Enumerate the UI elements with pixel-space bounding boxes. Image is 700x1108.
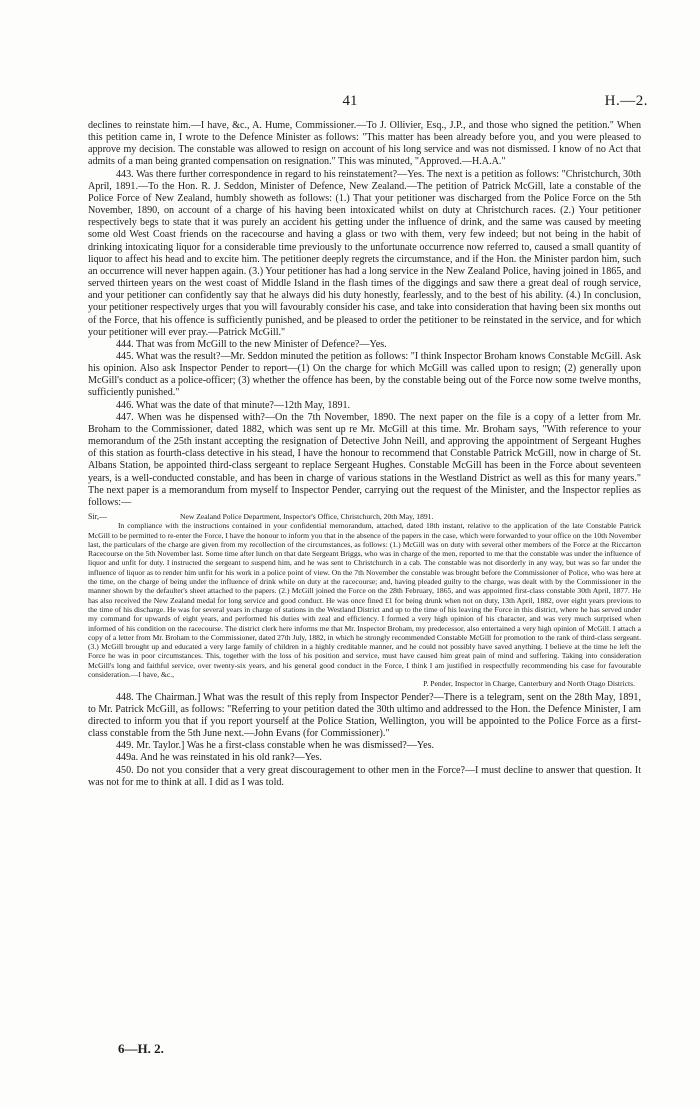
paragraph-447: 447. When was he dispensed with?—On the 7th November, 1890. The next paper on the file is a copy of a letter from Mr. Broham to the Commissioner, dated 1882, which was sent up re Mr. McGill at this time. Mr. Broham says, "With reference to your memorandum of the 25th instant accepting the resignation of Detective John Neill, and approving the appointment of Sergeant Hughes of this station as fourth-class detective in his stead, I have the honour to recommend that Constable Patrick McGill, now in charge of St. Albans Station, be appointed third-class sergeant to replace Sergeant Hughes. Constable McGill has been in the Force about seventeen years, is a well-conducted constable, and has been in charge of various stations in the Westland District as well as this for many years." The next paper is a memorandum from myself to Inspector Pender, carrying out the request of the Minister, and the Inspector replies as follows:—: [88, 411, 641, 508]
paragraph-444: 444. That was from McGill to the new Minister of Defence?—Yes.: [116, 338, 387, 350]
memo-salutation: Sir,—: [88, 512, 108, 521]
pender-memorandum: [88, 512, 641, 689]
page-number: 41: [342, 93, 358, 109]
signature-mark: 6—H. 2.: [118, 1041, 164, 1056]
paragraph-449a: 449a. And he was reinstated in his old rank?—Yes.: [116, 752, 322, 764]
paragraph-448: 448. The Chairman.] What was the result of this reply from Inspector Pender?—There is a telegram, sent on the 28th May, 1891, to Mr. Patrick McGill, as follows: "Referring to your petition dated the 30th ultimo and addressed to the Hon. the Defence Minister, I am directed to inform you that if you report yourself at the Police Station, Wellington, you will be appointed to the Police Force as a first-class constable from the 5th June next.—John Evans (for Commissioner).": [88, 691, 641, 740]
paragraph-continuation: declines to reinstate him.—I have, &c., A. Hume, Commissioner.—To J. Ollivier, Esq., J.P., and those who signed the petition." When this petition came in, I wrote to the Defence Minister as follows: "This matter has been already before you, and you were pleased to approve my decision. The constable was allowed to resign on account of his long service and was not dismissed. I know of no Act that admits of a man being granted compensation on resignation." This was minuted, "Approved.—H.A.A.": [88, 120, 641, 168]
memo-heading: [88, 512, 641, 521]
paragraph-445: 445. What was the result?—Mr. Seddon minuted the petition as follows: "I think Inspector Broham knows Constable McGill. Ask his opinion. Also ask Inspector Pender to report—(1) On the charge for which McGill was called upon to resign; (2) generally upon McGill's conduct as a police-officer; (3) whether the offence has been, by the constable being out of the Force now some twelve months, sufficiently punished.": [88, 350, 641, 399]
paragraph-449: 449. Mr. Taylor.] Was he a first-class constable when he was dismissed?—Yes.: [116, 740, 435, 752]
paragraph-450: 450. Do not you consider that a very great discouragement to other men in the Force?—I must decline to answer that question. It was not for me to think at all. I did as I was told.: [88, 764, 641, 788]
paragraph-446: 446. What was the date of that minute?—12th May, 1891.: [116, 399, 351, 411]
memo-signature: P. Pender, Inspector in Charge, Canterbury and North Otago Districts.: [423, 679, 635, 689]
memo-address: New Zealand Police Department, Inspector's Office, Christchurch, 20th May, 1891.: [180, 512, 434, 521]
document-body: [88, 120, 641, 789]
paragraph-443: 443. Was there further correspondence in regard to his reinstatement?—Yes. The next is a petition as follows: "Christchurch, 30th April, 1891.—To the Hon. R. J. Seddon, Minister of Defence, New Zealand.—The petition of Patrick McGill, late a constable of the Police Force of New Zealand, humbly showeth as follows: (1.) That your petitioner was discharged from the Police Force on the 5th November, 1890, on account of a charge of his having been intoxicated whilst on duty at Christchurch races. (2.) Your petitioner respectively begs to state that it was purely an accident his getting under the influence of drink, and the same was caused by meeting some old West Coast friends on the racecourse and having a glass or two with them, very few indeed; but not being in the habit of drinking intoxicating liquor for a considerable time previously to the unfortunate occurrence now referred to, caused a small quantity of liquor to affect his head and to excite him. The petitioner deeply regrets the circumstance, and if the Hon. the Minister pardon him, such an occurrence will never happen again. (3.) Your petitioner has had a long service in the New Zealand Police, having joined in 1865, and served thirteen years on the west coast of Middle Island in the flash times of the diggings and saw there a great deal of rough service, and your petitioner can confidently say that he always did his duty honestly, fearlessly, and to the best of his ability. (4.) In conclusion, your petitioner respectively urges that you will favourably consider his case, and take into consideration that having been six months out of the Force, that his offence is sufficiently punished, and be pleased to order the petitioner to be reinstated in the service, and for which your petitioner will ever pray.—Patrick McGill.": [88, 168, 641, 338]
memo-body: In compliance with the instructions contained in your confidential memorandum, attached, dated 18th instant, relative to the application of the late Constable Patrick McGill to be permitted to re-enter the Force, I have the honour to inform you that in the absence of the papers in the case, which were forwarded to your office on the 10th November last, the particulars of the charge are given from my recollection of the circumstances, as follows: (1.) McGill was on duty with several other members of the Force at the Riccarton Racecourse on the 5th November last. Some time after lunch on that date Sergeant Briggs, who was in charge of the men, reported to me that the constable was under the influence of liquor and unfit for duty. I instructed the sergeant to suspend him, and he was sent to Christchurch in a cab. The constable was not disorderly in any way, but was so far under the influence of liquor as to render him unfit for his work in a police point of view. On the 7th November the constable was brought before the Commissioner of Police, who was here at the time, on the charge of being under the influence of drink while on duty at the racecourse; and, having pleaded guilty to the charge, was dealt with by the Commissioner in the manner shown by the defaulter's sheet attached to the papers. (2.) McGill joined the Force on the 28th February, 1865, and was appointed first-class constable 30th April, 1877. He has also received the New Zealand medal for long service and good conduct. He was once fined £1 for being drunk when not on duty, 13th April, 1882, over eight years previous to the time of his discharge. He was for several years in charge of stations in the Westland District and up to the time of his leaving the Force in this district, where he has served under my command for upwards of eight years, and performed his duties with zeal and efficiency. I formed a very high opinion of his character, and was very much surprised when informed of his condition on the racecourse. The district clerk here informs me that Mr. Inspector Broham, my predecessor, also entertained a very high opinion of McGill. I attach a copy of a letter from Mr. Broham to the Commissioner, dated 27th July, 1882, in which he strongly recommended Constable McGill for promotion to the rank of third-class sergeant. (3.) McGill brought up and educated a very large family of children in a highly creditable manner, and he could not possibly have saved anything. I believe at the time he left the Force he was in poor circumstances. This, together with the loss of his position and service, must have caused him great pain of mind and suffering. Taking into consideration McGill's long and faithful service, over twenty-six years, and his general good conduct in the Force, I think I am justified in respectfully recommending his case for favourable consideration.—I have, &c.,: [88, 521, 641, 680]
paper-reference: H.—2.: [604, 93, 648, 109]
